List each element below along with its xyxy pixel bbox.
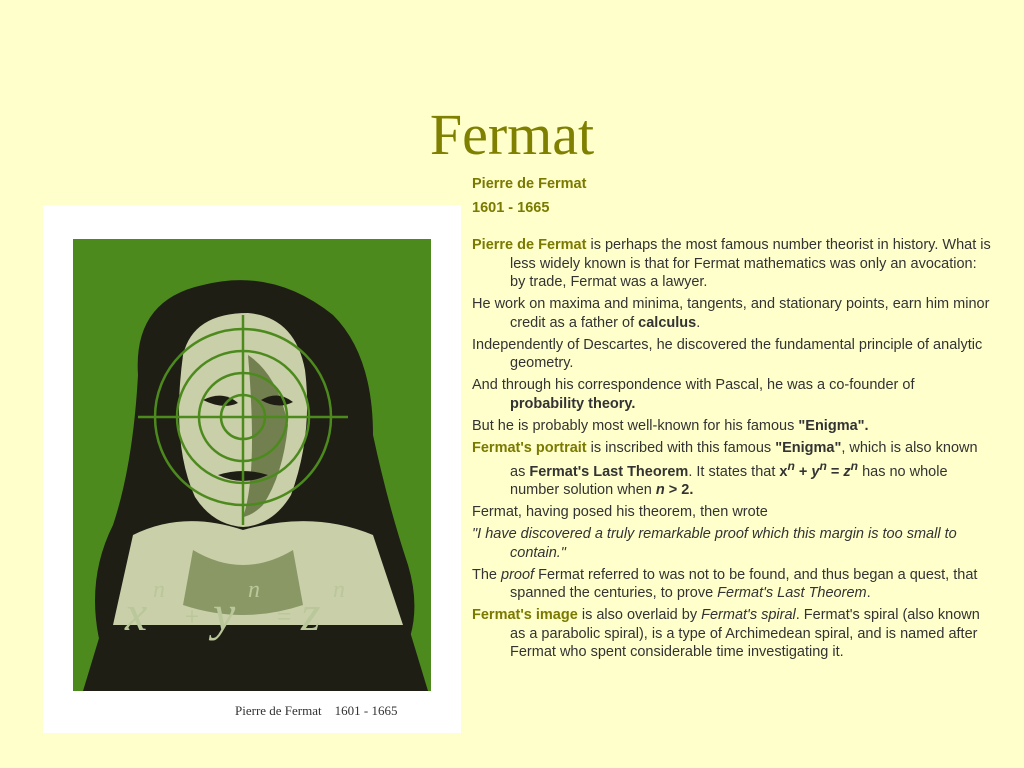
p4-bold: probability theory. [510, 395, 636, 412]
p6-z: z [843, 463, 851, 480]
p6-t3: . It states that [688, 463, 780, 480]
p6-plus: + [794, 463, 812, 480]
equation-n2: n [248, 577, 260, 603]
equation-n1: n [153, 577, 165, 603]
p10-bold: Fermat's image [472, 607, 578, 624]
portrait-caption: Pierre de Fermat 1601 - 1665 [235, 703, 398, 718]
header-dates: 1601 - 1665 [472, 199, 550, 216]
paragraph-10 [472, 606, 992, 662]
header-name: Pierre de Fermat [472, 176, 587, 192]
p6-n1: n [787, 459, 795, 473]
p6-n: n [655, 482, 665, 499]
p5-text: But he is probably most well-known for his famous [472, 417, 799, 434]
p10-t1: is also overlaid by [577, 607, 702, 624]
p6-eq: = [826, 463, 844, 480]
paragraph-5 [472, 417, 992, 436]
p9-proof: proof [501, 566, 535, 583]
equation-y: y [213, 585, 236, 641]
equation-z: z [301, 585, 321, 641]
p6-t2: , which is also known as [510, 439, 978, 480]
p2-end: . [696, 314, 701, 331]
paragraph-4 [472, 376, 992, 413]
paragraph-8 [472, 525, 992, 562]
p10-t2: . Fermat's spiral (also known as a parabolic spiral), is a type of Archimedean spiral, and is named after Fermat who spent considerable time investigating it. [510, 607, 980, 661]
p8-quote: "I have discovered a truly remarkable proof which this margin is too small to contain." [472, 526, 957, 561]
p6-bold2: "Enigma" [775, 439, 842, 456]
p1-bold: Pierre de Fermat [472, 237, 587, 253]
slide-title: Fermat [429, 102, 595, 167]
p2-text: He work on maxima and minima, tangents, and stationary points, earn him minor credit as a father of [472, 296, 990, 331]
paragraph-7: Fermat, having posed his theorem, then wrote [472, 504, 768, 521]
p6-n3: n [850, 459, 859, 473]
p6-bold3: Fermat's Last Theorem [529, 463, 689, 480]
equation-plus: + [183, 602, 201, 631]
paragraph-9 [472, 566, 992, 603]
p2-bold: calculus [638, 314, 697, 331]
equation-n3: n [333, 577, 345, 603]
equation-eq: = [275, 602, 293, 631]
fermat-portrait-image [43, 205, 461, 733]
p1-text: is perhaps the most famous number theorist in history. What is less widely known is that for Fermat mathematics was only an avocation: by trade, Fermat was a lawyer. [510, 237, 991, 290]
paragraph-3: Independently of Descartes, he discovered the fundamental principle of analytic geometry. [472, 336, 983, 371]
p9-t2: Fermat referred to was not to be found, and thus began a quest, that spanned the centuries, to prove [510, 566, 978, 602]
p6-t1: is inscribed with this famous [586, 439, 776, 456]
paragraph-1 [472, 236, 992, 292]
p5-bold: "Enigma". [798, 417, 869, 434]
paragraph-6 [472, 439, 992, 500]
p6-bold1: Fermat's portrait [472, 439, 587, 456]
equation-x: x [125, 585, 148, 641]
p6-x: x [779, 463, 788, 480]
p9-t1: The [472, 566, 502, 583]
p6-y: y [811, 463, 820, 480]
slide-body [472, 175, 992, 665]
p6-t4: has no whole number solution when [510, 463, 948, 499]
p6-n2: n [819, 459, 827, 473]
p4-text: And through his correspondence with Pascal, he was a co-founder of [472, 377, 915, 393]
p10-spiral: Fermat's spiral [701, 607, 796, 624]
p9-end: . [866, 585, 871, 602]
p6-gt: > 2. [664, 482, 694, 499]
paragraph-2 [472, 295, 992, 332]
p9-flt: Fermat's Last Theorem [717, 585, 867, 602]
fermat-portrait-svg [43, 205, 461, 733]
